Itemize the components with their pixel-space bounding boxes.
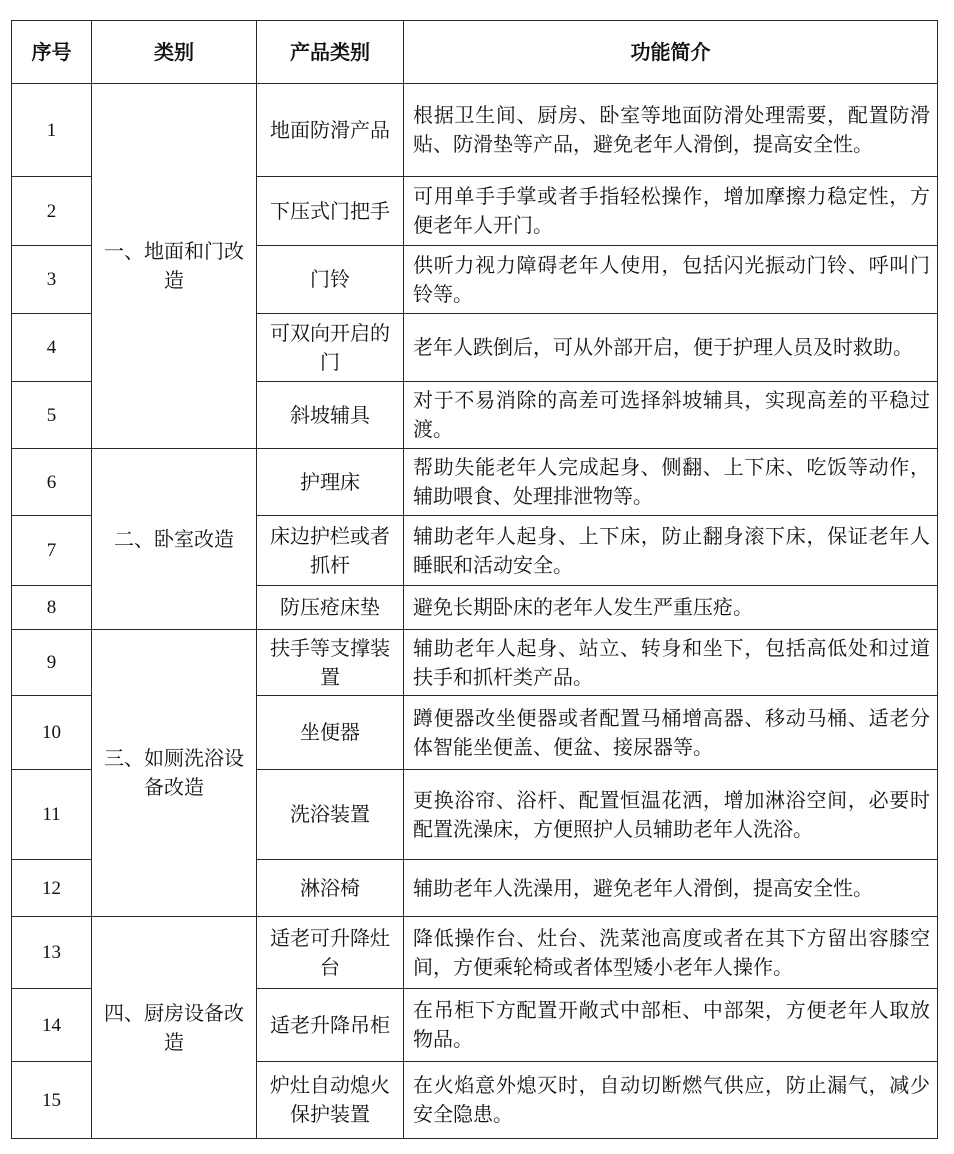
header-product-category: 产品类别 bbox=[257, 21, 404, 84]
row-number: 2 bbox=[12, 177, 92, 246]
row-number: 5 bbox=[12, 382, 92, 449]
table-row bbox=[12, 84, 938, 177]
product-cell: 洗浴装置 bbox=[257, 770, 404, 860]
product-cell: 淋浴椅 bbox=[257, 860, 404, 917]
description-cell: 辅助老年人起身、上下床，防止翻身滚下床，保证老年人睡眠和活动安全。 bbox=[404, 516, 938, 586]
header-category: 类别 bbox=[92, 21, 257, 84]
row-number: 12 bbox=[12, 860, 92, 917]
product-cell: 坐便器 bbox=[257, 696, 404, 770]
description-cell: 在吊柜下方配置开敞式中部柜、中部架，方便老年人取放物品。 bbox=[404, 989, 938, 1062]
row-number: 10 bbox=[12, 696, 92, 770]
description-cell: 降低操作台、灶台、洗菜池高度或者在其下方留出容膝空间，方便乘轮椅或者体型矮小老年人操作。 bbox=[404, 917, 938, 989]
product-cell: 床边护栏或者抓杆 bbox=[257, 516, 404, 586]
row-number: 1 bbox=[12, 84, 92, 177]
category-cell: 三、如厕洗浴设备改造 bbox=[92, 630, 257, 917]
product-cell: 护理床 bbox=[257, 449, 404, 516]
header-row bbox=[12, 21, 938, 84]
product-cell: 适老升降吊柜 bbox=[257, 989, 404, 1062]
product-cell: 门铃 bbox=[257, 246, 404, 314]
description-cell: 辅助老年人起身、站立、转身和坐下，包括高低处和过道扶手和抓杆类产品。 bbox=[404, 630, 938, 696]
description-cell: 老年人跌倒后，可从外部开启，便于护理人员及时救助。 bbox=[404, 314, 938, 382]
table-row bbox=[12, 917, 938, 989]
description-cell: 更换浴帘、浴杆、配置恒温花洒，增加淋浴空间，必要时配置洗澡床，方便照护人员辅助老年人洗浴。 bbox=[404, 770, 938, 860]
row-number: 7 bbox=[12, 516, 92, 586]
description-cell: 对于不易消除的高差可选择斜坡辅具，实现高差的平稳过渡。 bbox=[404, 382, 938, 449]
product-cell: 可双向开启的门 bbox=[257, 314, 404, 382]
product-cell: 下压式门把手 bbox=[257, 177, 404, 246]
product-cell: 扶手等支撑装置 bbox=[257, 630, 404, 696]
row-number: 15 bbox=[12, 1062, 92, 1139]
description-cell: 蹲便器改坐便器或者配置马桶增高器、移动马桶、适老分体智能坐便盖、便盆、接尿器等。 bbox=[404, 696, 938, 770]
table-row bbox=[12, 449, 938, 516]
table-row bbox=[12, 630, 938, 696]
description-cell: 辅助老年人洗澡用，避免老年人滑倒，提高安全性。 bbox=[404, 860, 938, 917]
row-number: 9 bbox=[12, 630, 92, 696]
description-cell: 避免长期卧床的老年人发生严重压疮。 bbox=[404, 586, 938, 630]
description-cell: 帮助失能老年人完成起身、侧翻、上下床、吃饭等动作，辅助喂食、处理排泄物等。 bbox=[404, 449, 938, 516]
description-cell: 在火焰意外熄灭时，自动切断燃气供应，防止漏气，减少安全隐患。 bbox=[404, 1062, 938, 1139]
product-cell: 防压疮床垫 bbox=[257, 586, 404, 630]
row-number: 6 bbox=[12, 449, 92, 516]
row-number: 14 bbox=[12, 989, 92, 1062]
row-number: 13 bbox=[12, 917, 92, 989]
product-cell: 地面防滑产品 bbox=[257, 84, 404, 177]
row-number: 11 bbox=[12, 770, 92, 860]
category-cell: 二、卧室改造 bbox=[92, 449, 257, 630]
row-number: 3 bbox=[12, 246, 92, 314]
product-cell: 斜坡辅具 bbox=[257, 382, 404, 449]
product-cell: 炉灶自动熄火保护装置 bbox=[257, 1062, 404, 1139]
description-cell: 根据卫生间、厨房、卧室等地面防滑处理需要，配置防滑贴、防滑垫等产品，避免老年人滑倒，提高安全性。 bbox=[404, 84, 938, 177]
product-table bbox=[11, 20, 938, 1139]
description-cell: 可用单手手掌或者手指轻松操作，增加摩擦力稳定性，方便老年人开门。 bbox=[404, 177, 938, 246]
row-number: 4 bbox=[12, 314, 92, 382]
product-cell: 适老可升降灶台 bbox=[257, 917, 404, 989]
description-cell: 供听力视力障碍老年人使用，包括闪光振动门铃、呼叫门铃等。 bbox=[404, 246, 938, 314]
row-number: 8 bbox=[12, 586, 92, 630]
header-number: 序号 bbox=[12, 21, 92, 84]
header-description: 功能简介 bbox=[404, 21, 938, 84]
category-cell: 一、地面和门改造 bbox=[92, 84, 257, 449]
category-cell: 四、厨房设备改造 bbox=[92, 917, 257, 1139]
